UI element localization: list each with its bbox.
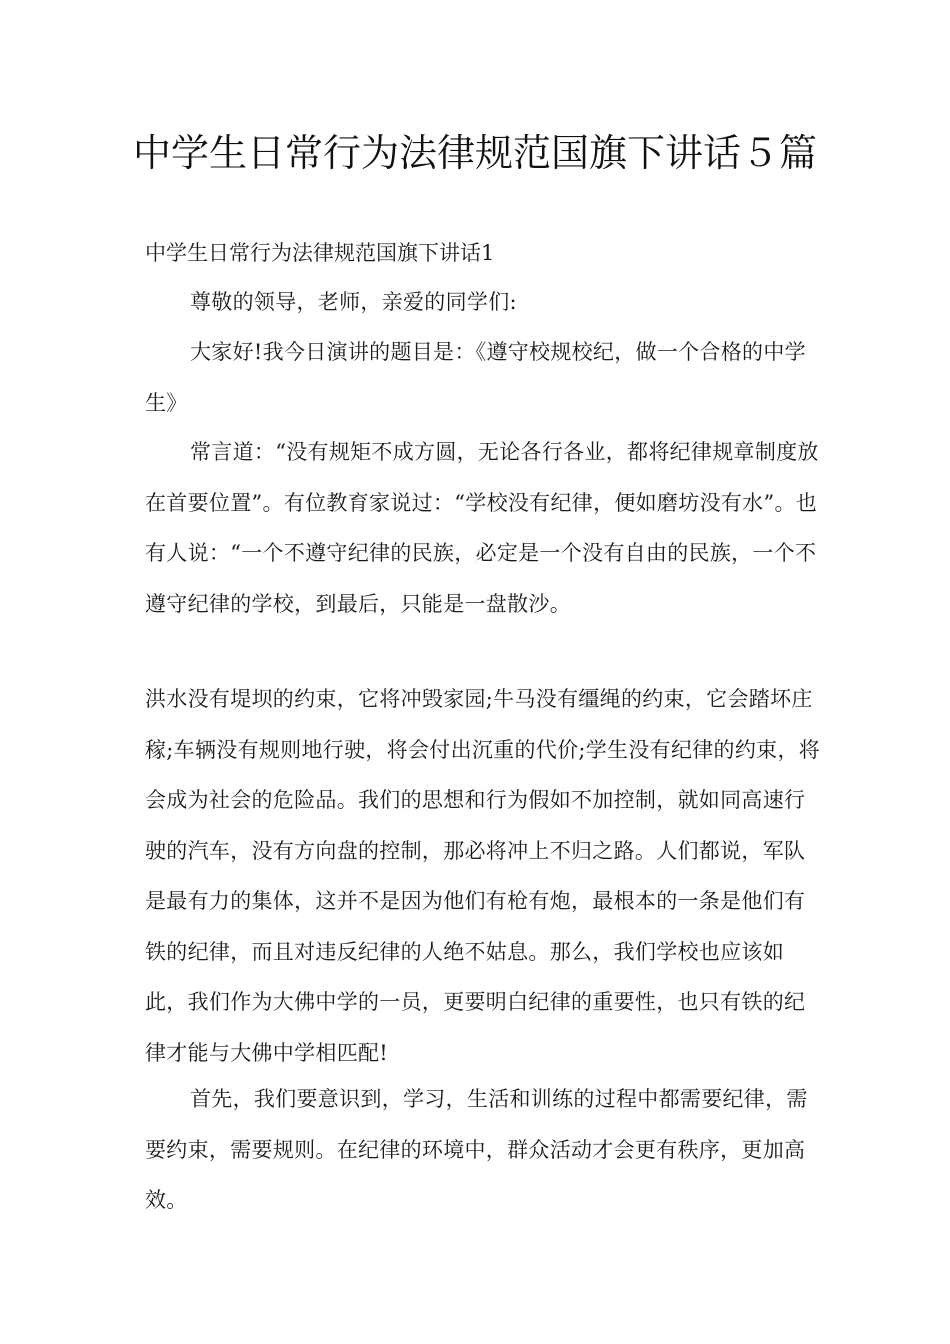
section-subtitle: 中学生日常行为法律规范国旗下讲话1 (145, 241, 495, 265)
paragraph-proverb: 常言道：“没有规矩不成方圆，无论各行各业，都将纪律规章制度放在首要位置”。有位教育家说过：“学校没有纪律，便如磨坊没有水”。也有人说：“一个不遵守纪律的民族，必定是一个没有自由的民族，一个不遵守纪律的学校，到最后，只能是一盘散沙。 (145, 440, 819, 616)
document-title: 中学生日常行为法律规范国旗下讲话５篇 (132, 131, 817, 175)
paragraph-greeting: 大家好!我今日演讲的题目是：《遵守校规校纪，做一个合格的中学生》 (145, 340, 806, 415)
paragraph-discipline: 洪水没有堤坝的约束，它将冲毁家园;牛马没有缰绳的约束，它会踏坏庄稼;车辆没有规则地行驶，将会付出沉重的代价;学生没有纪律的约束，将会成为社会的危险品。我们的思想和行为假如不加控制，就如同高速行驶的汽车，没有方向盘的控制，那必将冲上不归之路。人们都说，军队是最有力的集体，这并不是因为他们有枪有炮，最根本的一条是他们有铁的纪律，而且对违反纪律的人绝不姑息。那么，我们学校也应该如此，我们作为大佛中学的一员，更要明白纪律的重要性，也只有铁的纪律才能与大佛中学相匹配! (145, 687, 821, 1065)
paragraph-first-point: 首先，我们要意识到，学习，生活和训练的过程中都需要纪律，需要约束，需要规则。在纪律的环境中，群众活动才会更有秩序，更加高效。 (145, 1087, 808, 1212)
paragraph-salutation: 尊敬的领导，老师，亲爱的同学们: (190, 290, 517, 314)
